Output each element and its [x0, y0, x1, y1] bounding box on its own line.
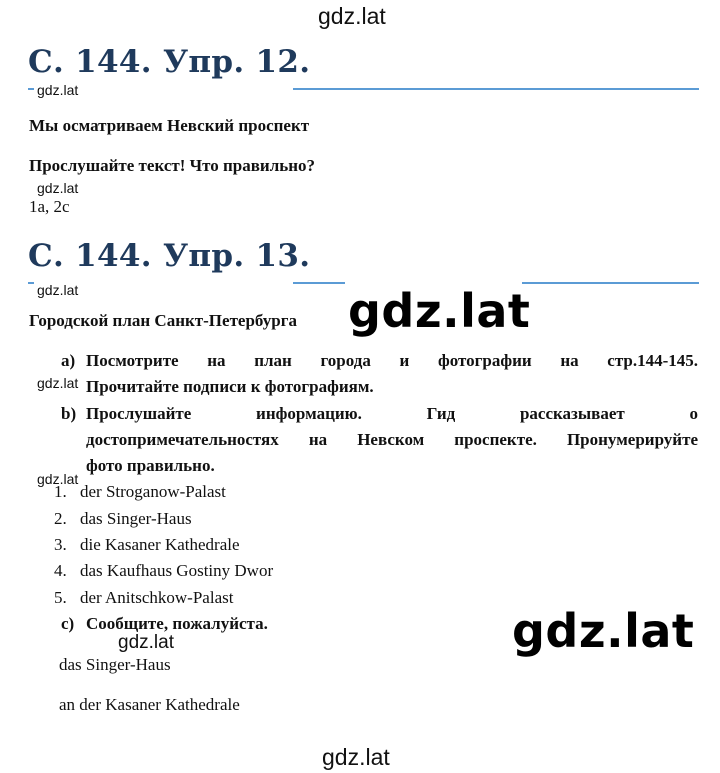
- heading-rule-12-left: [28, 88, 34, 90]
- watermark-small: gdz.lat: [37, 180, 79, 196]
- list-text: die Kasaner Kathedrale: [80, 535, 240, 554]
- list-text: das Singer-Haus: [80, 509, 192, 528]
- task-a-line-2: Прочитайте подписи к фотографиям.: [86, 377, 374, 396]
- list-text: das Kaufhaus Gostiny Dwor: [80, 561, 274, 580]
- watermark-bottom: gdz.lat: [322, 744, 390, 770]
- task-b-line-2: достопримечательностях на Невском проспекте. Пронумерируйте: [86, 430, 698, 449]
- section-12-subtitle: Мы осматриваем Невский проспект: [29, 116, 310, 135]
- task-b-line-1: Прослушайте информацию. Гид рассказывает о: [86, 404, 698, 423]
- task-c-marker: c): [61, 614, 75, 633]
- watermark-small: gdz.lat: [37, 282, 79, 298]
- list-number: 1.: [54, 482, 67, 501]
- section-13-heading: С. 144. Упр. 13.: [28, 238, 311, 274]
- watermark-small: gdz.lat: [37, 82, 79, 98]
- heading-rule-13-mid: [293, 282, 345, 284]
- answer-line: das Singer-Haus: [59, 655, 171, 674]
- list-number: 2.: [54, 509, 67, 528]
- watermark-small: gdz.lat: [37, 471, 79, 487]
- task-a-marker: a): [61, 351, 76, 370]
- list-text: der Anitschkow-Palast: [80, 588, 234, 607]
- section-12-heading: С. 144. Упр. 12.: [28, 44, 311, 80]
- watermark-small: gdz.lat: [37, 375, 79, 391]
- section-12-answer: 1a, 2c: [29, 197, 70, 216]
- list-number: 3.: [54, 535, 67, 554]
- section-13-subtitle: Городской план Санкт-Петербурга: [29, 311, 297, 330]
- task-a-line-1: Посмотрите на план города и фотографии на стр.144-145.: [86, 351, 698, 370]
- task-b-line-3: фото правильно.: [86, 456, 215, 475]
- list-number: 4.: [54, 561, 67, 580]
- list-number: 5.: [54, 588, 67, 607]
- heading-rule-13-left: [28, 282, 34, 284]
- watermark-small: gdz.lat: [118, 632, 174, 653]
- watermark-big: gdz.lat: [348, 284, 531, 338]
- watermark-top: gdz.lat: [318, 3, 386, 29]
- heading-rule-13-right: [522, 282, 699, 284]
- answer-line: an der Kasaner Kathedrale: [59, 695, 240, 714]
- task-b-marker: b): [61, 404, 77, 423]
- watermark-big: gdz.lat: [512, 604, 695, 658]
- heading-rule-12-right: [293, 88, 699, 90]
- section-12-instruction: Прослушайте текст! Что правильно?: [29, 156, 316, 175]
- list-text: der Stroganow-Palast: [80, 482, 226, 501]
- task-c-text: Сообщите, пожалуйста.: [86, 614, 268, 633]
